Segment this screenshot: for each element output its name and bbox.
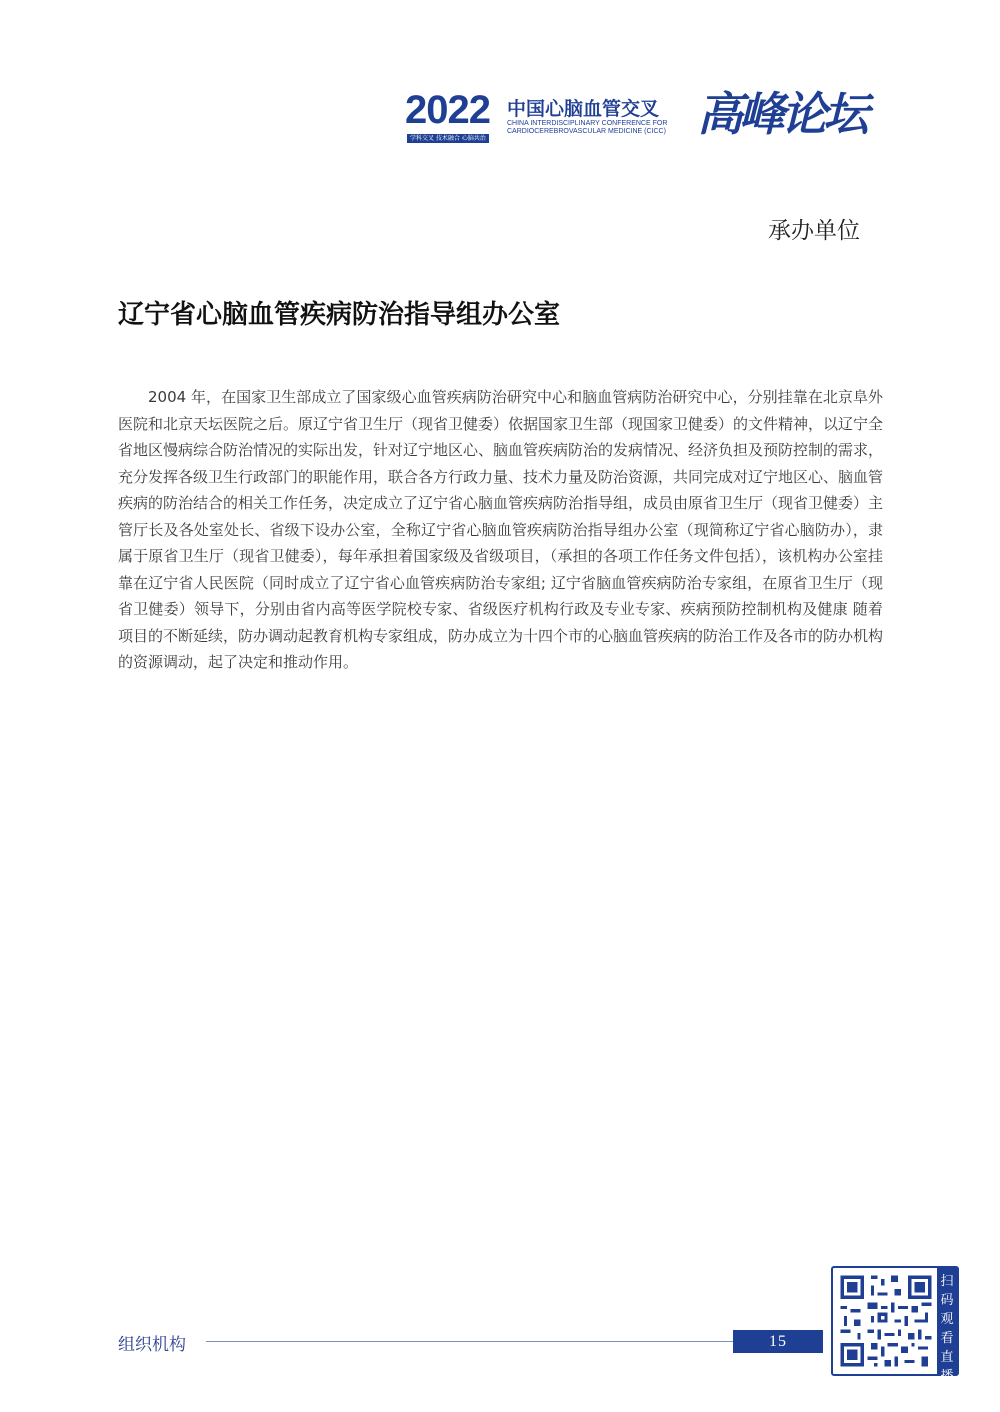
qr-code-panel[interactable] <box>831 1266 959 1384</box>
qr-code-icon[interactable] <box>837 1272 935 1370</box>
header-year: 2022 <box>405 88 490 132</box>
header-en-title-line2: CARDIOCEREBROVASCULAR MEDICINE (CICC) <box>507 128 666 135</box>
section-label: 承办单位 <box>768 218 860 244</box>
page-number: 15 <box>733 1330 823 1353</box>
header-slogan: 学科交叉 技术融合 心脑共治 <box>407 134 489 143</box>
body-paragraph: 2004 年，在国家卫生部成立了国家级心血管疾病防治研究中心和脑血管病防治研究中心，分别挂靠在北京阜外医院和北京天坛医院之后。原辽宁省卫生厅（现省卫健委）依据国家卫生部（现国家卫健委）的文件精神，以辽宁全省地区慢病综合防治情况的实际出发，针对辽宁地区心、脑血管疾病防治的发病情况、经济负担及预防控制的需求，充分发挥各级卫生行政部门的职能作用，联合各方行政力量、技术力量及防治资源，共同完成对辽宁地区心、脑血管疾病的防治结合的相关工作任务，决定成立了辽宁省心脑血管疾病防治指导组，成员由原省卫生厅（现省卫健委）主管厅长及各处室处长、省级下设办公室，全称辽宁省心脑血管疾病防治指导组办公室（现简称辽宁省心脑防办），隶属于原省卫生厅（现省卫健委），每年承担着国家级及省级项目，（承担的各项工作任务文件包括），该机构办公室挂靠在辽宁省人民医院（同时成立了辽宁省心血管疾病防治专家组; 辽宁省脑血管疾病防治专家组，在原省卫生厅（现省卫健委）领导下，分别由省内高等医学院校专家、省级医疗机构行政及专业专家、疾病预防控制机构及健康 随着项目的不断延续，防办调动起教育机构专家组成，防办成立为十四个市的心脑血管疾病的防治工作及各市的防办机构的资源调动，起了决定和推动作用。 <box>118 388 884 671</box>
page-title: 辽宁省心脑血管疾病防治指导组办公室 <box>118 300 561 330</box>
qr-caption: 扫码观看直播 <box>937 1268 957 1374</box>
footer-section-label: 组织机构 <box>118 1335 186 1355</box>
header-en-title-line1: CHINA INTERDISCIPLINARY CONFERENCE FOR <box>507 120 668 127</box>
header-en-title <box>507 120 707 136</box>
header-cn-title: 中国心脑血管交叉 <box>507 98 660 120</box>
conference-header <box>395 78 895 168</box>
header-calligraphy-logo: 高峰论坛 <box>697 87 865 141</box>
footer-divider <box>206 1341 734 1342</box>
